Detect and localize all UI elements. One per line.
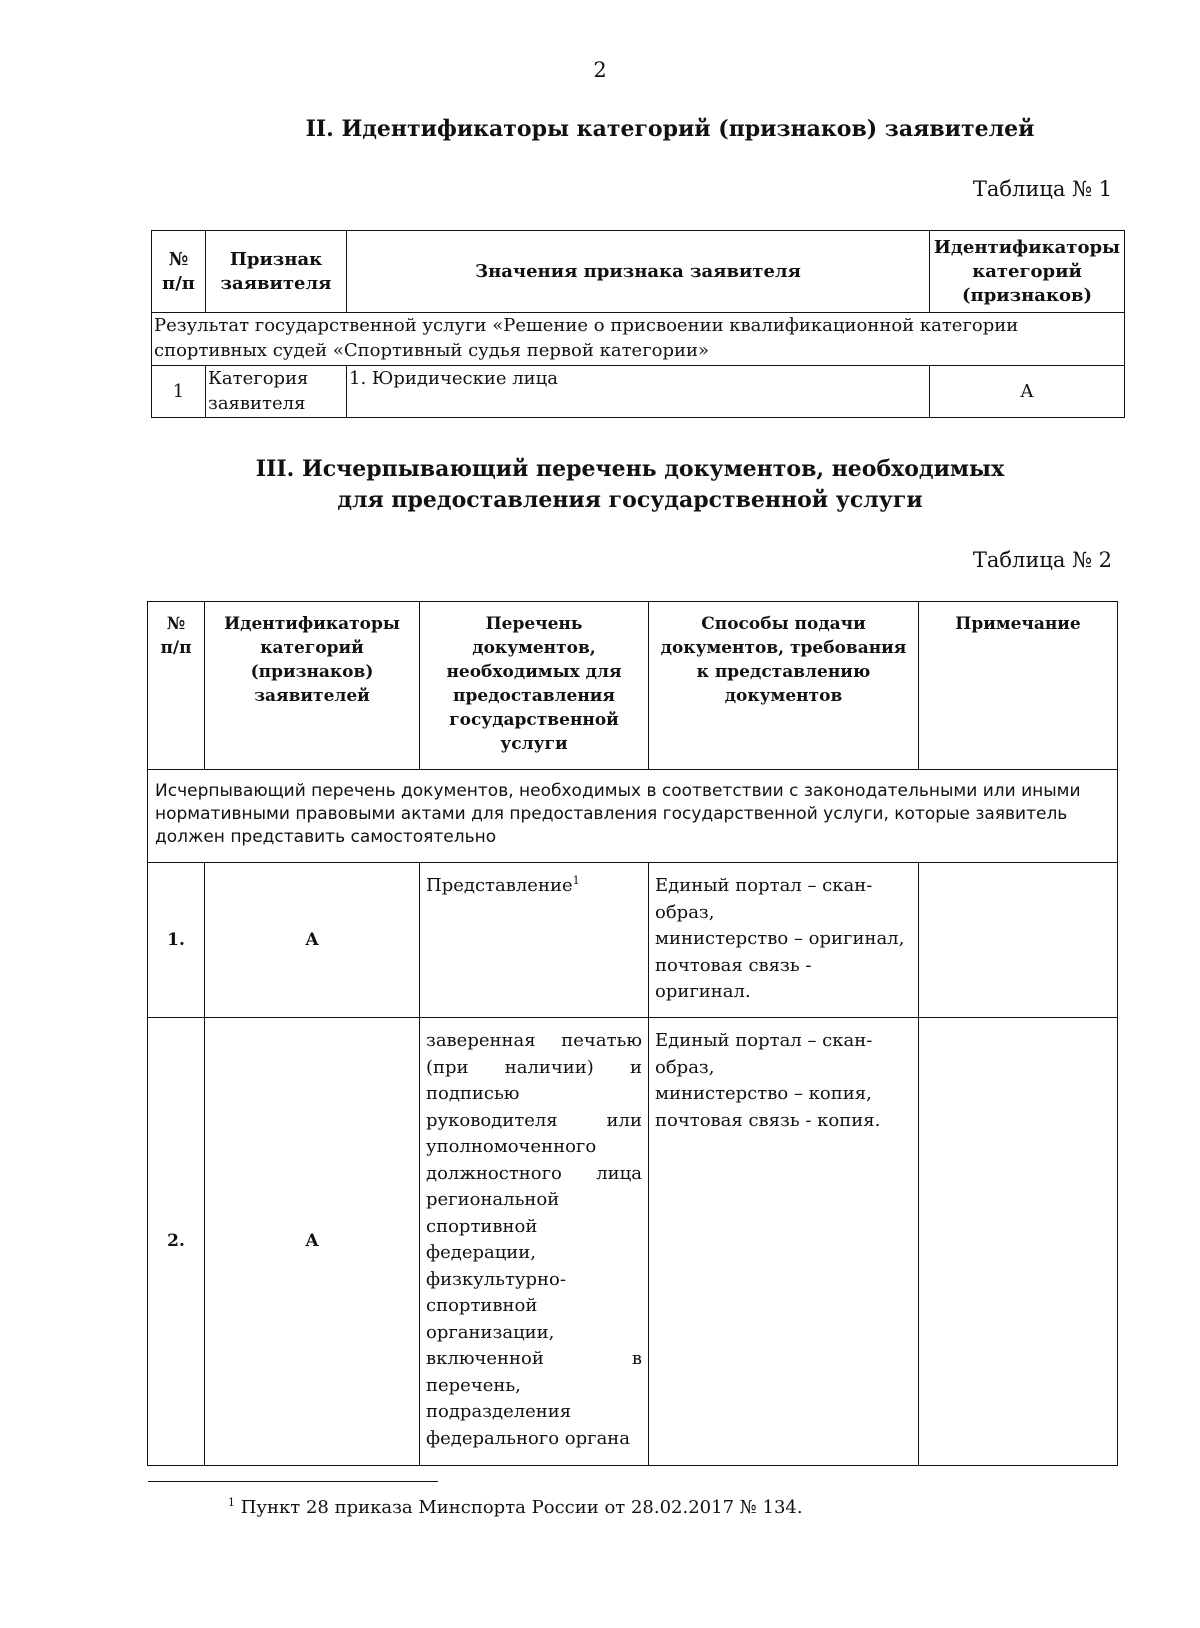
table-1 — [151, 230, 1125, 418]
table-2-row-1-identifier: А — [205, 863, 420, 1018]
document-line: перечень, — [426, 1374, 521, 1396]
table-2 — [147, 601, 1118, 1466]
document-line: подписью — [426, 1083, 520, 1104]
table-1-row-identifier: А — [930, 366, 1125, 418]
table-row — [152, 366, 1125, 418]
table-2-header-methods: Способы подачи документов, требования к представлению документов — [649, 602, 919, 770]
document-line: федерации, — [426, 1242, 537, 1263]
table-2-row-1-note — [919, 863, 1118, 1018]
table-1-caption: Таблица № 1 — [972, 177, 1112, 201]
document-line: руководителя или — [426, 1109, 642, 1131]
section-3-heading-line-2: для предоставления государственной услуги — [337, 487, 923, 513]
table-2-caption: Таблица № 2 — [972, 548, 1112, 572]
document-line: включенной в — [426, 1348, 642, 1369]
section-3-heading-line-1: III. Исчерпывающий перечень документов, необходимых — [255, 456, 1005, 482]
document-line: подразделения — [426, 1401, 572, 1422]
table-1-result-text: Результат государственной услуги «Решение о присвоении квалификационной категории спортивных судей «Спортивный судья первой категории» — [152, 313, 1125, 366]
table-2-row-1-methods: Единый портал – скан- образ, министерство – оригинал, почтовая связь - оригинал. — [649, 863, 919, 1018]
table-2-header-documents: Перечень документов, необходимых для предоставления государственной услуги — [420, 602, 649, 770]
table-2-span-row — [148, 770, 1118, 863]
table-1-header-values: Значения признака заявителя — [347, 231, 930, 313]
table-2-row-2-methods: Единый портал – скан- образ, министерство – копия, почтовая связь - копия. — [649, 1018, 919, 1466]
footnote-mark: 1 — [228, 1496, 235, 1509]
document-line: спортивной — [426, 1215, 538, 1237]
table-2-row-1-document-text: Представление — [426, 875, 573, 896]
footnote-divider — [148, 1481, 438, 1482]
table-1-header-num: № п/п — [152, 231, 206, 313]
table-2-row-2-num: 2. — [148, 1018, 205, 1466]
document-line: региональной — [426, 1189, 560, 1210]
document-line: организации, — [426, 1321, 555, 1343]
document-line: физкультурно- — [426, 1268, 566, 1290]
table-2-header-identifiers: Идентификаторы категорий (признаков) заявителей — [205, 602, 420, 770]
page-number: 2 — [593, 58, 607, 82]
document-line: (при наличии) и — [426, 1056, 642, 1078]
table-1-row-num: 1 — [152, 366, 206, 418]
table-1-header-feature: Признак заявителя — [206, 231, 347, 313]
document-line: должностного лица — [426, 1162, 642, 1184]
table-row — [148, 863, 1118, 1018]
table-2-span-text: Исчерпывающий перечень документов, необходимых в соответствии с законодательными или иными нормативными правовыми актами для предоставления государственной услуги, которые заявитель должен представить самостоятельно — [148, 770, 1118, 863]
document-line: уполномоченного — [426, 1136, 597, 1157]
table-1-result-row — [152, 313, 1125, 366]
table-row — [148, 1018, 1118, 1466]
document-line: заверенная печатью — [426, 1030, 642, 1051]
table-2-header-note: Примечание — [919, 602, 1118, 770]
table-1-row-feature: Категория заявителя — [206, 366, 347, 418]
footnote-mark: 1 — [572, 874, 580, 887]
table-2-row-2-identifier: А — [205, 1018, 420, 1466]
table-2-header-num: № п/п — [148, 602, 205, 770]
table-1-row-value: 1. Юридические лица — [347, 366, 930, 418]
table-1-header-row — [152, 231, 1125, 313]
document-line: федерального органа — [426, 1427, 631, 1449]
table-2-row-2-document — [420, 1018, 649, 1466]
document-line: спортивной — [426, 1295, 538, 1316]
table-1-header-identifiers: Идентификаторы категорий (признаков) — [930, 231, 1125, 313]
section-2-heading: II. Идентификаторы категорий (признаков) заявителей — [305, 116, 1035, 142]
table-2-row-2-note — [919, 1018, 1118, 1466]
table-2-row-1-document — [420, 863, 649, 1018]
footnote — [228, 1497, 803, 1518]
table-2-header-row — [148, 602, 1118, 770]
footnote-text: Пункт 28 приказа Минспорта России от 28.02.2017 № 134. — [240, 1497, 803, 1518]
table-2-row-1-num: 1. — [148, 863, 205, 1018]
